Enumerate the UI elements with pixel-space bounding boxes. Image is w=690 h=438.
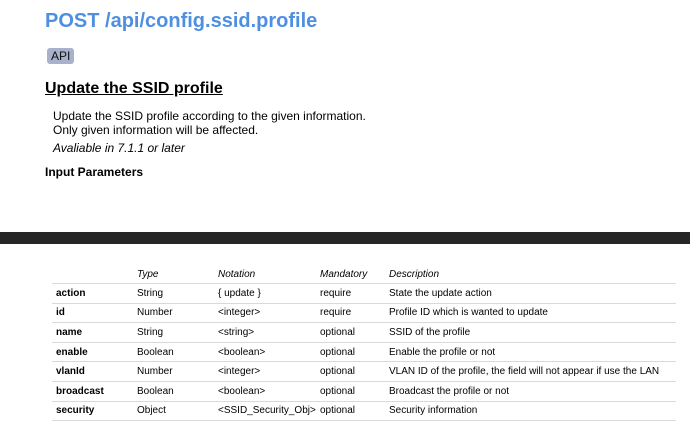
- param-mandatory: optional: [316, 342, 385, 362]
- table-row: [52, 323, 676, 343]
- param-type: Boolean: [133, 342, 214, 362]
- param-name: broadcast: [52, 381, 133, 401]
- description-line-2: Only given information will be affected.: [53, 123, 259, 137]
- availability-note: Avaliable in 7.1.1 or later: [53, 141, 185, 155]
- table-row: [52, 342, 676, 362]
- param-description: Profile ID which is wanted to update: [385, 303, 676, 323]
- table-header-row: [52, 266, 676, 284]
- description-line-1: Update the SSID profile according to the given information.: [53, 109, 366, 123]
- param-mandatory: optional: [316, 401, 385, 421]
- api-endpoint-title: POST /api/config.ssid.profile: [45, 10, 318, 32]
- param-name: security: [52, 401, 133, 421]
- param-name: vlanId: [52, 362, 133, 382]
- table-row: [52, 381, 676, 401]
- column-header-type: Type: [133, 266, 214, 284]
- input-parameters-table: [52, 266, 676, 421]
- param-mandatory: optional: [316, 362, 385, 382]
- param-name: name: [52, 323, 133, 343]
- api-badge: API: [47, 48, 74, 64]
- section-description: [53, 109, 366, 137]
- param-notation: <boolean>: [214, 342, 316, 362]
- param-description: Broadcast the profile or not: [385, 381, 676, 401]
- param-description: VLAN ID of the profile, the field will not appear if use the LAN: [385, 362, 676, 382]
- param-notation: <integer>: [214, 303, 316, 323]
- param-notation: <integer>: [214, 362, 316, 382]
- param-type: Number: [133, 362, 214, 382]
- param-name: enable: [52, 342, 133, 362]
- column-header-mandatory: Mandatory: [316, 266, 385, 284]
- param-type: String: [133, 284, 214, 304]
- param-notation: <boolean>: [214, 381, 316, 401]
- input-parameters-heading: Input Parameters: [45, 165, 144, 179]
- param-mandatory: optional: [316, 381, 385, 401]
- param-mandatory: require: [316, 284, 385, 304]
- table-row: [52, 303, 676, 323]
- column-header-description: Description: [385, 266, 676, 284]
- param-description: SSID of the profile: [385, 323, 676, 343]
- table-row: [52, 401, 676, 421]
- param-mandatory: optional: [316, 323, 385, 343]
- param-mandatory: require: [316, 303, 385, 323]
- param-name: id: [52, 303, 133, 323]
- table-row: [52, 362, 676, 382]
- section-title: Update the SSID profile: [45, 80, 223, 97]
- param-type: Object: [133, 401, 214, 421]
- column-header-name: [52, 266, 133, 284]
- param-description: Enable the profile or not: [385, 342, 676, 362]
- param-name: action: [52, 284, 133, 304]
- section-divider-band: [0, 232, 690, 244]
- param-notation: <string>: [214, 323, 316, 343]
- param-type: Boolean: [133, 381, 214, 401]
- param-notation: <SSID_Security_Obj>: [214, 401, 316, 421]
- param-type: Number: [133, 303, 214, 323]
- param-notation: { update }: [214, 284, 316, 304]
- table-row: [52, 284, 676, 304]
- column-header-notation: Notation: [214, 266, 316, 284]
- param-description: State the update action: [385, 284, 676, 304]
- param-description: Security information: [385, 401, 676, 421]
- param-type: String: [133, 323, 214, 343]
